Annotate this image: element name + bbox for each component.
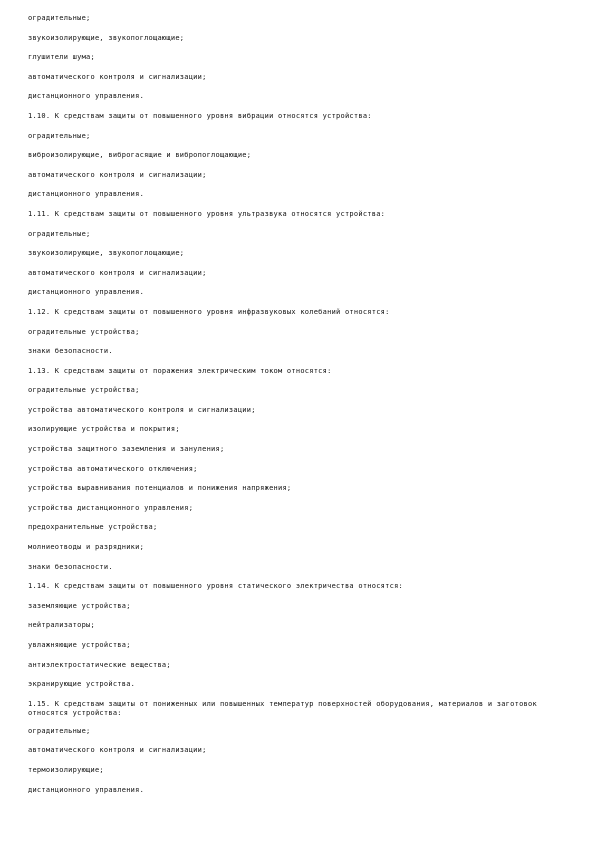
list-item: изолирующие устройства и покрытия; (28, 425, 180, 434)
section-heading: 1.10. К средствам защиты от повышенного уровня вибрации относятся устройства: (28, 111, 372, 120)
list-item: устройства автоматического отключения; (28, 464, 198, 473)
section-heading: 1.13. К средствам защиты от поражения электрическим током относятся: (28, 366, 332, 375)
list-item: знаки безопасности. (28, 347, 113, 356)
list-item: звукоизолирующие, звукопоглощающие; (28, 33, 185, 42)
list-item: глушители шума; (28, 53, 95, 62)
list-item: оградительные; (28, 131, 91, 140)
list-item: дистанционного управления. (28, 288, 145, 297)
list-item: автоматического контроля и сигнализации; (28, 746, 207, 755)
list-item: оградительные; (28, 229, 91, 238)
list-item: увлажняющие устройства; (28, 641, 131, 649)
list-item: устройства защитного заземления и зануления; (28, 445, 225, 454)
list-item: предохранительные устройства; (28, 523, 158, 532)
list-item: молниеотводы и разрядники; (28, 543, 145, 552)
section-heading: 1.11. К средствам защиты от повышенного уровня ультразвука относятся устройства: (28, 209, 386, 218)
list-item: антиэлектростатические вещества; (28, 660, 171, 669)
list-item: знаки безопасности. (28, 562, 113, 571)
list-item: устройства выравнивания потенциалов и понижения напряжения; (28, 484, 292, 493)
document-body (28, 14, 568, 805)
list-item: виброизолирующие, виброгасящие и вибропоглощающие; (28, 151, 252, 160)
list-item: звукоизолирующие, звукопоглощающие; (28, 249, 185, 258)
list-item: заземляющие устройства; (28, 601, 131, 610)
list-item: устройства дистанционного управления; (28, 503, 194, 512)
list-item: оградительные устройства; (28, 386, 140, 395)
section-heading: 1.15. К средствам защиты от пониженных или повышенных температур поверхностей оборудования, материалов и заготовок относятся устройства: (28, 699, 537, 717)
list-item: дистанционного управления. (28, 190, 145, 199)
list-item: нейтрализаторы; (28, 621, 95, 630)
list-item: экранирующие устройства. (28, 680, 136, 689)
list-item: оградительные; (28, 14, 91, 22)
section-heading: 1.12. К средствам защиты от повышенного уровня инфразвуковых колебаний относятся: (28, 307, 390, 316)
list-item: устройства автоматического контроля и сигнализации; (28, 405, 256, 414)
list-item: автоматического контроля и сигнализации; (28, 170, 207, 179)
list-item: дистанционного управления. (28, 785, 145, 794)
list-item: оградительные; (28, 726, 91, 735)
list-item: оградительные устройства; (28, 327, 140, 336)
list-item: дистанционного управления. (28, 92, 145, 101)
list-item: термоизолирующие; (28, 765, 104, 774)
list-item: автоматического контроля и сигнализации; (28, 268, 207, 277)
list-item: автоматического контроля и сигнализации; (28, 72, 207, 81)
section-heading: 1.14. К средствам защиты от повышенного уровня статического электричества относятся: (28, 582, 404, 591)
